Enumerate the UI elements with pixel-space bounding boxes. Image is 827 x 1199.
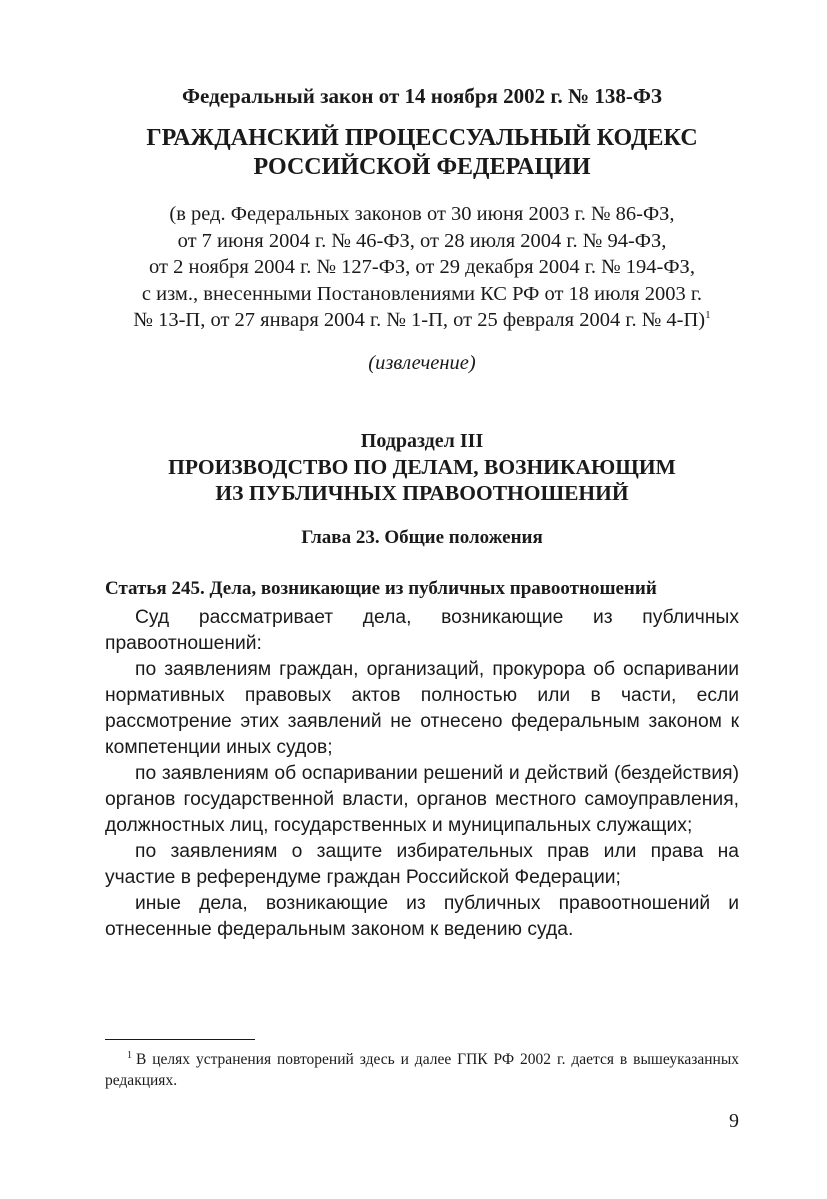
article-paragraph: иные дела, возникающие из публичных правоотношений и отнесенные федеральным законом к ведению суда. xyxy=(105,893,739,940)
amendments-line-text: № 13-П, от 27 января 2004 г. № 1-П, от 25 февраля 2004 г. № 4-П) xyxy=(133,309,706,331)
article-paragraph: по заявлениям о защите избирательных прав или права на участие в референдуме граждан Российской Федерации; xyxy=(105,841,739,888)
code-title-line-1: ГРАЖДАНСКИЙ ПРОЦЕССУАЛЬНЫЙ КОДЕКС xyxy=(146,125,698,151)
law-header: Федеральный закон от 14 ноября 2002 г. № 138-ФЗ xyxy=(181,84,662,108)
subsection-label: Подраздел III xyxy=(360,430,484,452)
amendments-line: от 7 июня 2004 г. № 46-ФЗ, от 28 июля 2004 г. № 94-ФЗ, xyxy=(177,229,667,252)
article-paragraph: по заявлениям об оспаривании решений и действий (бездействия) органов государственной власти, органов местного самоуправления, должностных лиц, государственных и муниципальных служащих; xyxy=(105,763,739,836)
code-title-line-2: РОССИЙСКОЙ ФЕДЕРАЦИИ xyxy=(253,154,591,180)
code-title xyxy=(105,124,739,182)
amendments-line: с изм., внесенными Постановлениями КС РФ от 18 июля 2003 г. xyxy=(141,282,703,305)
footnote-marker: 1 xyxy=(127,1049,132,1061)
article-paragraph: Суд рассматривает дела, возникающие из публичных правоотношений: xyxy=(105,607,739,654)
subsection-name-line-2: ИЗ ПУБЛИЧНЫХ ПРАВООТНОШЕНИЙ xyxy=(215,481,629,505)
amendments-line xyxy=(105,307,739,334)
subsection-name-line-1: ПРОИЗВОДСТВО ПО ДЕЛАМ, ВОЗНИКАЮЩИМ xyxy=(168,455,676,479)
page-number: 9 xyxy=(729,1110,739,1132)
article-body xyxy=(105,605,739,943)
amendments-note xyxy=(105,201,739,334)
chapter-title: Глава 23. Общие положения xyxy=(301,527,543,548)
amendments-line: (в ред. Федеральных законов от 30 июня 2003 г. № 86-ФЗ, xyxy=(169,203,675,225)
article-title: Статья 245. Дела, возникающие из публичных правоотношений xyxy=(105,578,657,599)
footnote-text: В целях устранения повторений здесь и далее ГПК РФ 2002 г. дается в вышеуказанных редакциях. xyxy=(105,1051,739,1089)
extract-label: (извлечение) xyxy=(368,352,476,374)
footnote-reference[interactable]: 1 xyxy=(705,309,711,322)
footnote xyxy=(105,1049,739,1091)
article-paragraph: по заявлениям граждан, организаций, прокурора об оспаривании нормативных правовых актов полностью или в части, если рассмотрение этих заявлений не отнесено федеральным законом к компетенции иных судов; xyxy=(105,659,739,758)
footnote-divider xyxy=(105,1039,255,1040)
subsection-heading xyxy=(105,428,739,506)
amendments-line: от 2 ноября 2004 г. № 127-ФЗ, от 29 декабря 2004 г. № 194-ФЗ, xyxy=(149,256,695,278)
